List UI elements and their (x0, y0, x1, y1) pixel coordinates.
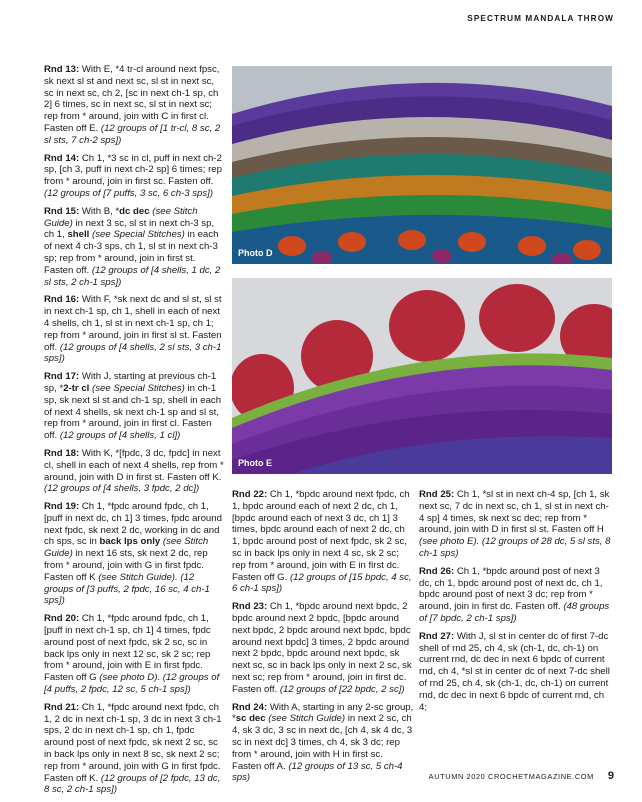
round-label: Rnd 18: (44, 447, 80, 459)
column-2 (232, 489, 414, 790)
round-15 (44, 206, 226, 289)
round-note: (12 groups of [1 tr-cl, 8 sc, 2 sl sts, 7 ch-2 sps]) (44, 122, 221, 146)
round-21 (44, 702, 226, 796)
round-text: With J, starting at previous ch-1 sp, * (44, 371, 217, 394)
round-text: in ch-1 sp, sk next sl st and ch-1 sp, shell in each of next 4 shells, sk next ch-1 sp and sl st, rep from * around, join in first cl. Fasten off. (44, 382, 222, 442)
round-label: Rnd 17: (44, 371, 80, 383)
round-label: Rnd 21: (44, 701, 80, 713)
round-text: in each of next 4 ch-3 sps, ch 1, sl st in next ch-3 sp; rep from * around, join in first st. Fasten off. (44, 229, 219, 276)
photo-d-label: Photo D (238, 248, 273, 258)
stitch-term: dc dec (119, 205, 150, 217)
round-18 (44, 448, 226, 495)
round-note: (12 groups of [22 bpdc, 2 sc]) (279, 683, 405, 695)
column-3 (419, 489, 611, 719)
round-22 (232, 489, 414, 595)
round-14 (44, 153, 226, 200)
round-text: in next 16 sts, sk next 2 dc, rep from * around, join with G in first fpdc. Fasten off K (44, 548, 208, 583)
round-text: With F, *sk next dc and sl st, sl st in next ch-1 sp, ch 1, shell in each of next 4 shells, ch 1, sl st in next ch-1 sp, ch 1; rep from * around, join in first sl st. Fasten off. (44, 294, 222, 353)
stitch-ref: (see Stitch Guide) (44, 205, 198, 229)
round-13 (44, 64, 226, 147)
photo-e-image (232, 278, 612, 474)
issue-info: AUTUMN 2020 CROCHETMAGAZINE.COM (428, 772, 594, 781)
round-note: (12 groups of 13 sc, 5 ch-4 sps) (232, 760, 403, 784)
round-label: Rnd 25: (419, 489, 455, 500)
round-label: Rnd 16: (44, 294, 80, 306)
round-26 (419, 566, 611, 625)
round-text: Ch 1, *bpdc around next fpdc, ch 1, bpdc around each of next 2 dc, ch 1, [bpdc around each of next 3 dc, ch 1] 3 times, bpdc around each of next 2 dc, ch 1, bpdc around post of next fpdc, sk 2 sc, sc in back lps only in next 4 sc, sk 2 sc; rep from * around, join with E in first dc. Fasten off G. (232, 489, 410, 583)
round-label: Rnd 27: (419, 630, 455, 642)
photo-d-image (232, 66, 612, 264)
round-20 (44, 613, 226, 696)
round-19 (44, 501, 226, 607)
round-text: Ch 1, *3 sc in cl, puff in next ch-2 sp, [ch 3, puff in next ch-2 sp] 6 times; rep from * around, join in first sc. Fasten off. (44, 152, 222, 188)
round-note: (12 groups of [15 bpdc, 4 sc, 6 ch-1 sps]) (232, 571, 412, 595)
round-label: Rnd 26: (419, 565, 455, 577)
round-label: Rnd 14: (44, 152, 80, 164)
stitch-term: back lps only (99, 536, 161, 548)
stitch-ref: (see Special Stitches) (89, 229, 185, 241)
stitch-ref: (see Special Stitches) (89, 382, 185, 394)
round-note: (see photo D). (12 groups of [4 puffs, 2 fpdc, 12 sc, 5 ch-1 sps]) (44, 672, 220, 696)
round-label: Rnd 23: (232, 601, 268, 613)
page-number: 9 (607, 770, 614, 782)
round-note: (see photo E). (12 groups of 28 dc, 5 sl sts, 8 ch-1 sps) (419, 536, 611, 559)
round-text: With A, starting in any 2-sc group, * (232, 701, 414, 725)
round-note: (see Stitch Guide). (12 groups of [3 puffs, 2 fpdc, 16 sc, 4 ch-1 sps]) (44, 571, 210, 607)
round-note: (12 groups of [4 shells, 1 cl]) (59, 430, 181, 442)
round-note: (12 groups of [2 fpdc, 13 dc, 8 sc, 2 ch-1 sps]) (44, 772, 221, 796)
round-text: Ch 1, *fpdc around fpdc, ch 1, [puff in next dc, ch 1] 3 times, fpdc around next fpdc, sk next 2 dc, working in dc and ch sps, sc in (44, 501, 222, 548)
stitch-term: 2-tr cl (63, 382, 90, 394)
round-text: in next 3 sc, sl st in next ch-3 sp, ch 1, (44, 217, 215, 241)
photo-e (232, 278, 612, 474)
round-note: (48 groups of [7 bpdc, 2 ch-1 sps]) (419, 601, 610, 624)
running-header: SPECTRUM MANDALA THROW (467, 14, 614, 23)
column-1 (44, 64, 226, 802)
round-23 (232, 601, 414, 695)
round-label: Rnd 24: (232, 701, 268, 713)
round-note: (12 groups of [7 puffs, 3 sc, 6 ch-3 sps]) (44, 187, 214, 199)
photo-e-label: Photo E (238, 458, 272, 468)
round-text: With K, *[fpdc, 3 dc, fpdc] in next cl, shell in each of next 4 shells, rep from * around, join with D in first st. Fasten off K. (44, 447, 224, 483)
round-label: Rnd 19: (44, 501, 80, 513)
page-footer (429, 770, 614, 782)
round-label: Rnd 22: (232, 489, 268, 500)
round-text: Ch 1, *fpdc around fpdc, ch 1, [puff in next ch-1 sp, ch 1] 4 times, fpdc around post of next fpdc, sk 2 sc, sc in back lps only in next 12 sc, sk 2 sc; rep from * around, join with E in first fpdc. Fasten off G (44, 613, 211, 684)
stitch-ref: (see Stitch Guide) (265, 713, 346, 725)
round-text: in next 2 sc, ch 4, sk 3 dc, 3 sc in next dc, [ch 4, sk 4 dc, 3 sc in next dc] 3 times, ch 4, sk 3 dc; rep from * around, join with H in first sc. Fasten off A. (232, 713, 413, 772)
round-16 (44, 294, 226, 365)
round-text: With J, sl st in center dc of first 7-dc shell of rnd 25, ch 4, sk (ch-1, dc, ch-1) on current rnd, dc dec in next 6 bpdc of current rnd, ch 4, *sl st in center dc of next 7-dc shell of rnd 25, ch 4, sk (ch-1, dc, ch-1) on current rnd, dc dec in next 6 bpdc of current rnd, ch 4; (419, 630, 610, 713)
round-17 (44, 371, 226, 442)
round-note: (12 groups of [4 shells, 3 fpdc, 2 dc]) (44, 483, 200, 495)
round-text: Ch 1, *bpdc around next bpdc, 2 bpdc around next 2 bpdc, [bpdc around next bpdc, 2 bpdc around next bpdc, bpdc around next bpdc] 3 times, 2 bpdc around next 2 bpdc, bpdc around next bpdc, sk next sc, sc in back lps only in next 2 sc, sk next sc; rep from * around, join in first dc. Fasten off. (232, 601, 412, 695)
photo-d (232, 66, 612, 264)
stitch-term: sc dec (235, 713, 266, 725)
round-label: Rnd 13: (44, 64, 80, 75)
round-text: Ch 1, *sl st in next ch-4 sp, [ch 1, sk next sc, 7 dc in next sc, ch 1, sl st in next ch-4 sp] 4 times, sk next sc dec; rep from * around, join with D in first sl st. Fasten off H (419, 489, 610, 536)
round-27 (419, 631, 611, 714)
stitch-term: shell (67, 229, 90, 241)
round-label: Rnd 20: (44, 613, 80, 625)
round-note: (12 groups of [4 shells, 1 dc, 2 sl sts, 2 ch-1 sps]) (44, 264, 221, 288)
round-24 (232, 702, 414, 785)
round-label: Rnd 15: (44, 205, 80, 217)
round-note: (12 groups of [4 shells, 2 sl sts, 3 ch-1 sps]) (44, 341, 222, 365)
round-25 (419, 489, 611, 560)
round-text: With E, *4 tr-cl around next fpsc, sk next sl st and next sc, sl st in next sc, sc in next sc, ch 2, [sc in next ch-1 sp, ch 2] 6 times, sc in next sc, sl st in next sc; rep from * around, join with C in first cl. Fasten off E. (44, 64, 220, 134)
round-text: Ch 1, *fpdc around next fpdc, ch 1, 2 dc in next ch-1 sp, 3 dc in next 3 ch-1 sps, 2 dc in next ch-1 sp, ch 1, fpdc around post of next fpdc, sk next 2 sc, sc in back lps only in next 8 sc, sk next 2 sc; rep from * around, join with G in first fpdc. Fasten off K. (44, 701, 222, 784)
round-text: With B, * (79, 205, 120, 217)
stitch-ref: (see Stitch Guide) (44, 536, 209, 560)
round-text: Ch 1, *bpdc around post of next 3 dc, ch 1, bpdc around post of next dc, ch 1, bpdc around post of next 3 dc; rep from * around, join in first dc. Fasten off. (419, 565, 603, 613)
